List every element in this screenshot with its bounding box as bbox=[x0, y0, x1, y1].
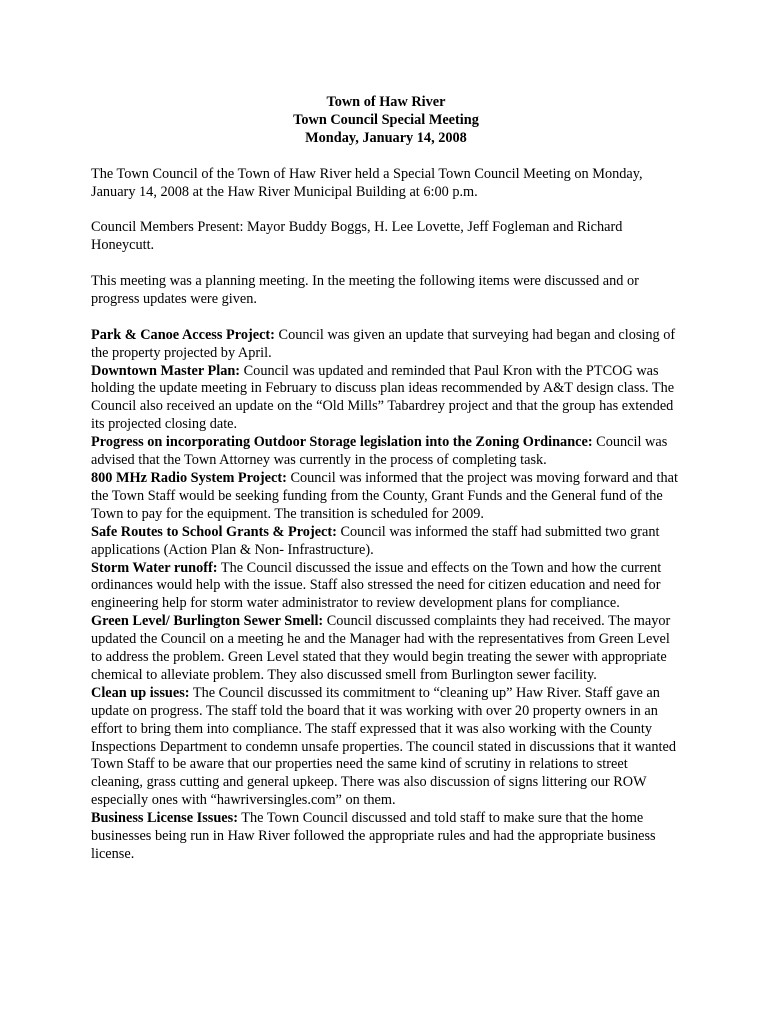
header-town-name: Town of Haw River bbox=[326, 94, 446, 110]
agenda-item-text: Council was updated and reminded that Paul Kron with the PTCOG was holding the update meeting in February to discuss plan ideas recommended by A&T design class. The Council also received an update on the “Old Mills” Tabardrey project and that the group has extended its projected closing date. bbox=[91, 362, 675, 433]
agenda-item bbox=[91, 810, 681, 864]
document-body bbox=[91, 94, 681, 864]
agenda-item-title: Park & Canoe Access Project: bbox=[91, 326, 275, 343]
agenda-items bbox=[91, 327, 681, 864]
agenda-item-text: The Council discussed the issue and effects on the Town and how the current ordinances would help with the issue. Staff also stressed the need for citizen education and need for engineering help for storm water administrator to review development plans for compliance. bbox=[91, 559, 662, 612]
agenda-item-text: Council was informed the staff had submitted two grant applications (Action Plan & Non- Infrastructure). bbox=[91, 523, 660, 558]
intro-paragraph: The Town Council of the Town of Haw River held a Special Town Council Meeting on Monday, January 14, 2008 at the Haw River Municipal Building at 6:00 p.m. bbox=[91, 165, 643, 200]
agenda-item-title: 800 MHz Radio System Project: bbox=[91, 469, 287, 486]
agenda-item bbox=[91, 434, 681, 470]
agenda-item-text: The Council discussed its commitment to “cleaning up” Haw River. Staff gave an update on progress. The staff told the board that it was working with over 20 property owners in an effort to bring them into compliance. The staff expressed that it was also working with the County Inspections Department to condemn unsafe properties. The council stated in discussions that it wanted Town Staff to be aware that our properties need the same kind of scrutiny in relations to street cleaning, grass cutting and general upkeep. There was also discussion of signs littering our ROW especially ones with “hawriversingles.com” on them. bbox=[91, 684, 676, 809]
agenda-item-text: Council was informed that the project was moving forward and that the Town Staff would be seeking funding from the County, Grant Funds and the General fund of the Town to pay for the equipment. The transition is scheduled for 2009. bbox=[91, 469, 678, 522]
agenda-item-text: Council discussed complaints they had received. The mayor updated the Council on a meeting he and the Manager had with the representatives from Green Level to address the problem. Green Level stated that they would begin treating the sewer with appropriate chemical to alleviate problem. They also discussed smell from Burlington sewer facility. bbox=[91, 613, 671, 683]
agenda-item bbox=[91, 685, 681, 810]
agenda-item-title: Green Level/ Burlington Sewer Smell: bbox=[91, 613, 324, 630]
agenda-item-text: The Town Council discussed and told staff to make sure that the home businesses being run in Haw River followed the appropriate rules and had the appropriate business license. bbox=[91, 810, 656, 862]
agenda-item bbox=[91, 470, 681, 524]
agenda-item-text: Council was advised that the Town Attorney was currently in the process of completing task. bbox=[91, 434, 668, 469]
agenda-item-title: Business License Issues: bbox=[91, 810, 238, 827]
agenda-item bbox=[91, 613, 681, 685]
members-paragraph: Council Members Present: Mayor Buddy Boggs, H. Lee Lovette, Jeff Fogleman and Richard Honeycutt. bbox=[91, 219, 623, 254]
purpose-paragraph: This meeting was a planning meeting. In the meeting the following items were discussed and or progress updates were given. bbox=[91, 273, 639, 307]
agenda-item-title: Safe Routes to School Grants & Project: bbox=[91, 523, 337, 540]
agenda-item-title: Clean up issues: bbox=[91, 684, 190, 701]
agenda-item bbox=[91, 363, 681, 435]
agenda-item-title: Progress on incorporating Outdoor Storage legislation into the Zoning Ordinance: bbox=[91, 434, 593, 451]
agenda-item-text: Council was given an update that surveying had began and closing of the property projected by April. bbox=[91, 326, 676, 361]
agenda-item bbox=[91, 560, 681, 614]
agenda-item bbox=[91, 327, 681, 363]
agenda-item-title: Storm Water runoff: bbox=[91, 559, 218, 576]
header-meeting-date: Monday, January 14, 2008 bbox=[305, 129, 467, 146]
header-meeting-type: Town Council Special Meeting bbox=[293, 111, 479, 128]
agenda-item bbox=[91, 524, 681, 560]
agenda-item-title: Downtown Master Plan: bbox=[91, 362, 241, 379]
document-header bbox=[91, 94, 681, 148]
